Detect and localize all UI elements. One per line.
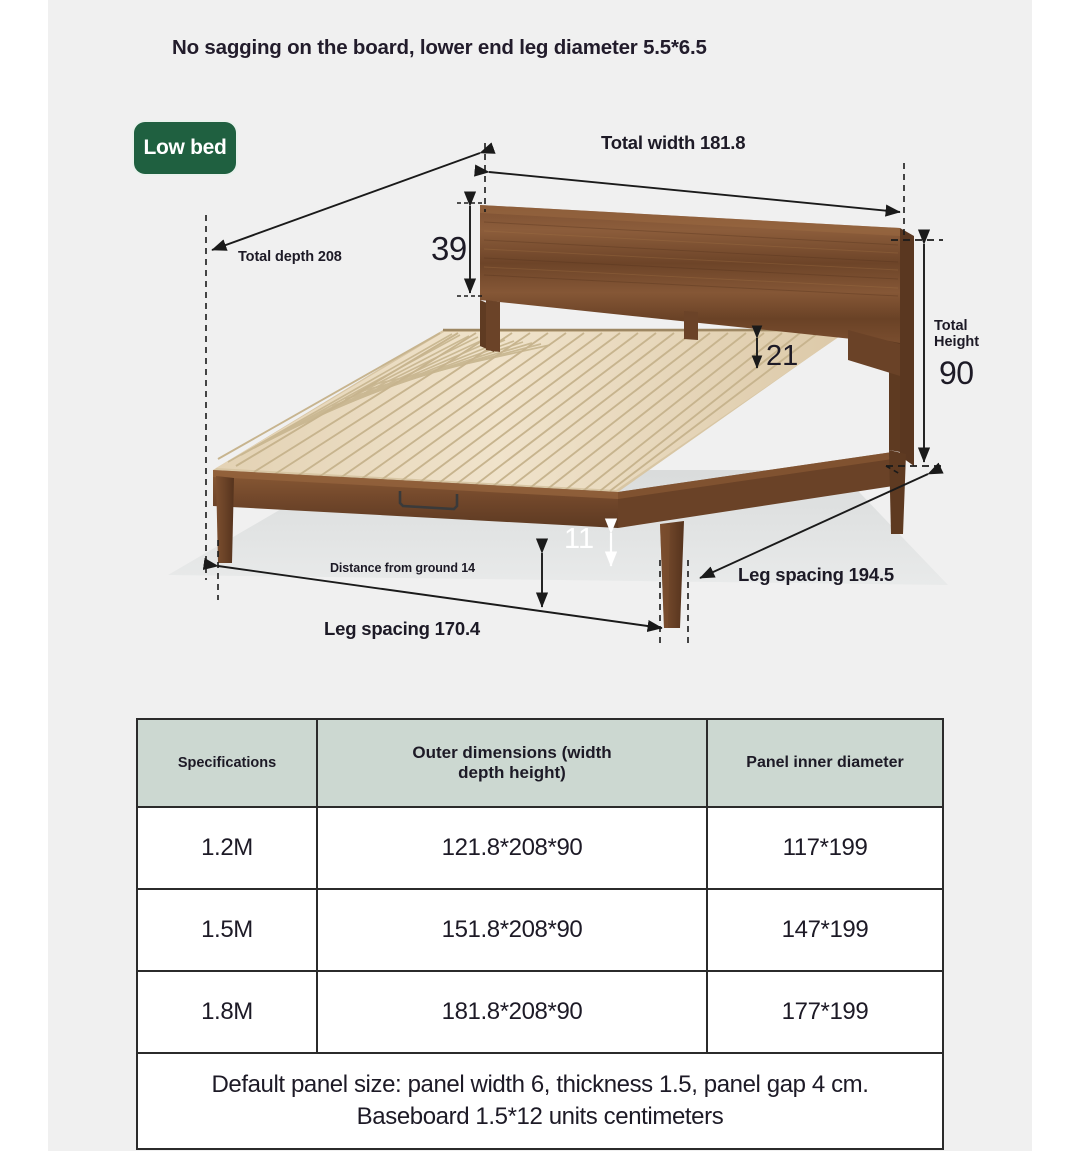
- column-header-outer-line1: Outer dimensions (width: [412, 742, 612, 762]
- cell-spec: 1.8M: [137, 971, 317, 1053]
- label-total-height: [934, 318, 979, 350]
- table-row: [137, 971, 943, 1053]
- label-leg-spacing-side: Leg spacing 194.5: [738, 564, 894, 585]
- label-leg-spacing-front: Leg spacing 170.4: [324, 618, 480, 639]
- table-note-line2: Baseboard 1.5*12 units centimeters: [356, 1103, 724, 1130]
- cell-panel: 147*199: [707, 889, 943, 971]
- cell-spec: 1.5M: [137, 889, 317, 971]
- column-header-panel-label: Panel inner diameter: [746, 754, 904, 771]
- column-header-panel-inner-diameter: [707, 719, 943, 807]
- label-rail-thickness: 11: [564, 523, 595, 555]
- total-height-line2: Height: [934, 334, 980, 351]
- total-height-line1: Total: [934, 318, 968, 334]
- cell-outer: 121.8*208*90: [317, 807, 707, 889]
- table-header-row: [137, 719, 943, 807]
- table-row: [137, 807, 943, 889]
- table-row: [137, 889, 943, 971]
- bed-illustration: [48, 0, 1032, 700]
- table-note-line1: Default panel size: panel width 6, thickness 1.5, panel gap 4 cm.: [211, 1070, 869, 1098]
- cell-panel: 177*199: [707, 971, 943, 1053]
- cell-spec: 1.2M: [137, 807, 317, 889]
- specifications-table: [136, 718, 944, 1150]
- label-headboard-height: 39: [431, 230, 467, 267]
- column-header-specifications-label: Specifications: [177, 755, 277, 771]
- page-canvas: [48, 0, 1032, 1151]
- column-header-specifications: [137, 719, 317, 807]
- column-header-outer-dimensions: [317, 719, 707, 807]
- low-bed-badge-label: Low bed: [143, 136, 227, 159]
- cell-outer: 151.8*208*90: [317, 889, 707, 971]
- table-note: [137, 1053, 943, 1149]
- page-title: No sagging on the board, lower end leg diameter 5.5*6.5: [172, 36, 707, 59]
- table-note-row: [137, 1053, 943, 1149]
- label-total-depth: Total depth 208: [238, 249, 342, 265]
- label-gap-21: 21: [766, 340, 799, 372]
- label-total-width: Total width 181.8: [601, 132, 746, 153]
- bed-diagram: [48, 0, 1032, 700]
- label-distance-from-ground: Distance from ground 14: [330, 561, 475, 575]
- label-total-height-value: 90: [939, 355, 974, 391]
- column-header-outer-line2: depth height): [458, 763, 566, 782]
- cell-outer: 181.8*208*90: [317, 971, 707, 1053]
- cell-panel: 117*199: [707, 807, 943, 889]
